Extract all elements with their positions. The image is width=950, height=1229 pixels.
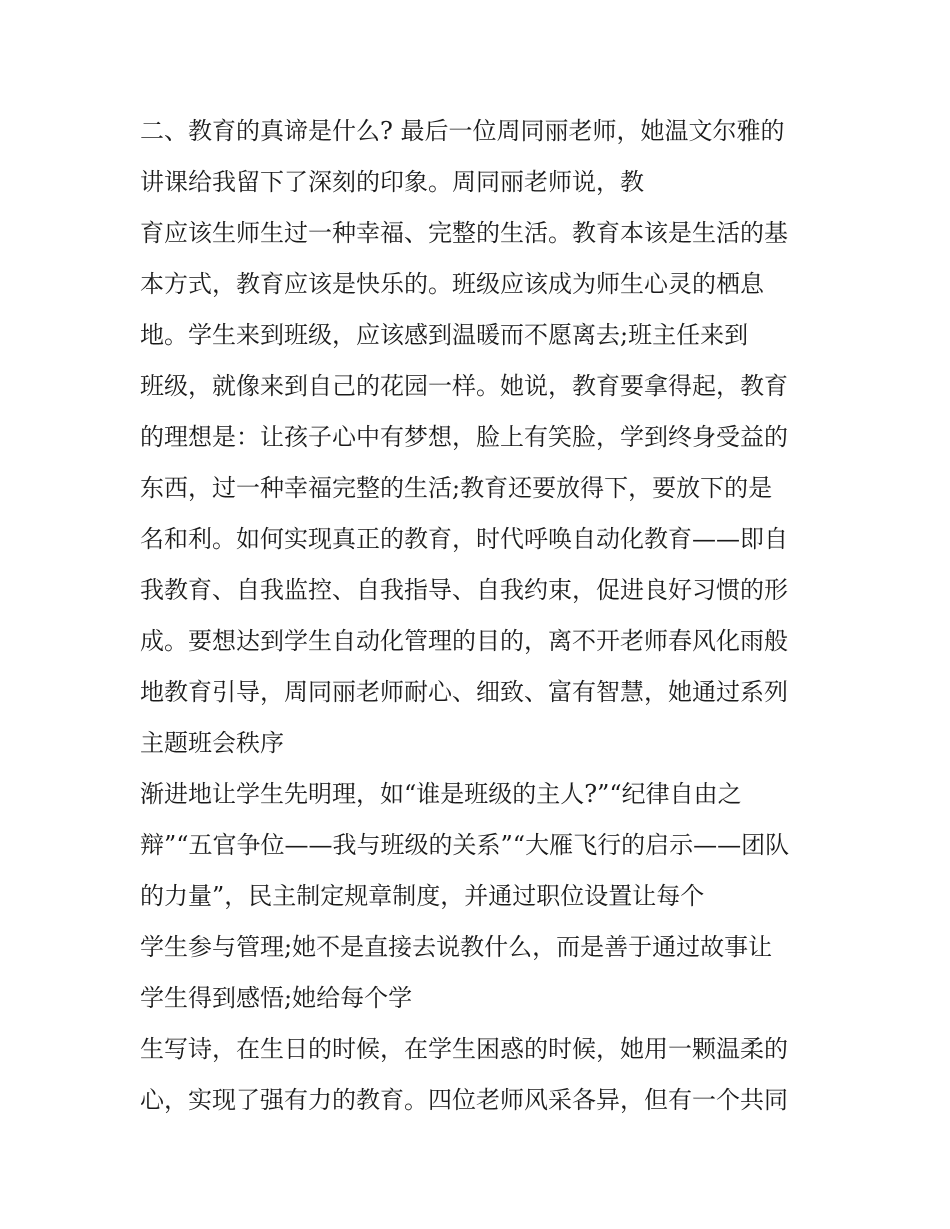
text-line: 地教育引导，周同丽老师耐心、细致、富有智慧，她通过系列 xyxy=(140,678,788,706)
text-line: 生写诗，在生日的时候，在学生困惑的时候，她用一颗温柔的 xyxy=(140,1035,788,1063)
text-line: 主题班会秩序 xyxy=(140,729,284,757)
text-line: 渐进地让学生先明理，如“谁是班级的主人?”“纪律自由之 xyxy=(140,780,742,808)
text-line: 班级，就像来到自己的花园一样。她说，教育要拿得起，教育 xyxy=(140,372,788,400)
text-line: 心，实现了强有力的教育。四位老师风采各异，但有一个共同 xyxy=(140,1086,788,1114)
text-line: 育应该生师生过一种幸福、完整的生活。教育本该是生活的基 xyxy=(140,219,788,247)
text-line: 的力量”，民主制定规章制度，并通过职位设置让每个 xyxy=(140,882,705,910)
text-line: 辩”“五官争位——我与班级的关系”“大雁飞行的启示——团队 xyxy=(140,831,790,859)
text-line: 名和利。如何实现真正的教育，时代呼唤自动化教育——即自 xyxy=(140,525,788,553)
text-line: 的理想是：让孩子心中有梦想，脸上有笑脸，学到终身受益的 xyxy=(140,423,788,451)
text-line: 我教育、自我监控、自我指导、自我约束，促进良好习惯的形 xyxy=(140,576,788,604)
text-line: 二、教育的真谛是什么? 最后一位周同丽老师，她温文尔雅的 xyxy=(140,117,785,145)
text-line: 东西，过一种幸福完整的生活;教育还要放得下，要放下的是 xyxy=(140,474,773,502)
text-line: 成。要想达到学生自动化管理的目的，离不开老师春风化雨般 xyxy=(140,627,788,655)
text-line: 本方式，教育应该是快乐的。班级应该成为师生心灵的栖息 xyxy=(140,270,764,298)
text-line: 讲课给我留下了深刻的印象。周同丽老师说，教 xyxy=(140,168,644,196)
text-line: 学生得到感悟;她给每个学 xyxy=(140,984,413,1012)
text-line: 地。学生来到班级，应该感到温暖而不愿离去;班主任来到 xyxy=(140,321,749,349)
text-line: 学生参与管理;她不是直接去说教什么，而是善于通过故事让 xyxy=(140,933,773,961)
body-text xyxy=(140,106,830,1126)
